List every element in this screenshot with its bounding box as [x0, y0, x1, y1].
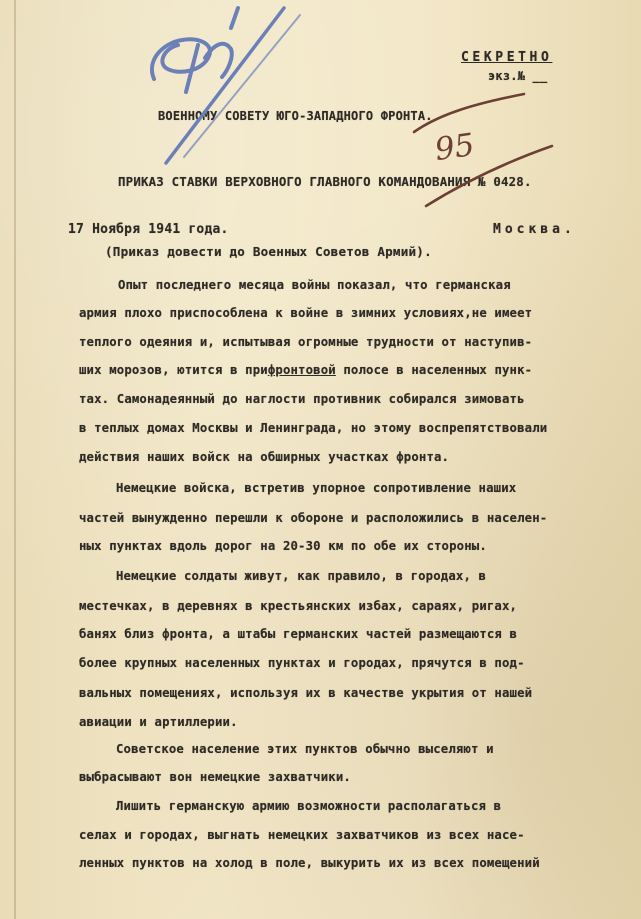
paragraph-1-line-4-underlined: фронтовой: [267, 363, 336, 377]
ink-signature-mark: [152, 8, 300, 163]
paragraph-2-line-1: Немецкие войска, встретив упорное сопротивление наших: [116, 481, 517, 495]
paragraph-3-line-5: вальных помещениях, используя их в качестве укрытия от нашей: [79, 686, 533, 700]
paragraph-1-line-3: теплого одеяния и, испытывая огромные трудности от наступив-: [79, 335, 533, 349]
paragraph-5-line-3: ленных пунктов на холод в поле, выкурить их из всех помещений: [79, 856, 540, 870]
copy-number: экз.№ __: [488, 69, 548, 83]
paragraph-1-line-4-end: полосе в населенных пунк-: [335, 363, 533, 377]
paragraph-5-line-2: селах и городах, выгнать немецких захватчиков из всех насе-: [79, 828, 525, 842]
paragraph-5-line-1: Лишить германскую армию возможности располагаться в: [116, 799, 502, 813]
paragraph-3-line-4: более крупных населенных пунктах и городах, прячутся в под-: [79, 656, 525, 670]
distribution-instruction: (Приказ довести до Военных Советов Армий).: [105, 244, 432, 259]
order-title: ПРИКАЗ СТАВКИ ВЕРХОВНОГО ГЛАВНОГО КОМАНДОВАНИЯ № 0428.: [118, 174, 532, 189]
paragraph-3-line-2: местечках, в деревнях в крестьянских избах, сараях, ригах,: [79, 599, 518, 613]
pencil-page-number-text: 95: [432, 126, 477, 169]
ink-signature-stroke-2: [205, 44, 232, 77]
ink-signature-stroke-1: [186, 45, 198, 92]
classification-stamp: СЕКРЕТНО: [461, 50, 553, 65]
paragraph-4-line-1: Советское население этих пунктов обычно выселяют и: [116, 742, 494, 756]
paragraph-4-line-2: выбрасывают вон немецкие захватчики.: [79, 770, 351, 784]
paragraph-1-line-1: Опыт последнего месяца войны показал, что германская: [118, 278, 511, 292]
paragraph-1-line-5: тах. Самонадеянный до наглости противник собирался зимовать: [79, 392, 525, 406]
paragraph-1-line-7: действия наших войск на обширных участках фронта.: [79, 450, 450, 464]
paragraph-2-line-2: частей вынужденно перешли к обороне и расположились в населен-: [79, 511, 548, 525]
paragraph-1-line-2: армия плохо приспособлена к войне в зимних условиях,не имеет: [79, 306, 533, 320]
paragraph-3-line-1: Немецкие солдаты живут, как правило, в городах, в: [116, 569, 487, 583]
paragraph-3-line-6: авиации и артиллерии.: [79, 715, 238, 729]
paragraph-3-line-3: банях близ фронта, а штабы германских частей размещаются в: [79, 627, 518, 641]
paragraph-1-line-4: [79, 364, 532, 376]
ink-long-diagonal-2: [184, 15, 300, 157]
paper-fold: [14, 0, 16, 919]
ink-long-diagonal-1: [166, 8, 284, 163]
addressee-line: ВОЕННОМУ СОВЕТУ ЮГО-ЗАПАДНОГО ФРОНТА.: [158, 109, 433, 123]
paragraph-2-line-3: ных пунктах вдоль дорог на 20-30 км по обе их стороны.: [79, 539, 487, 553]
ink-signature-stroke-3: [231, 8, 238, 28]
order-date: 17 Ноября 1941 года.: [68, 222, 229, 237]
pencil-page-number: [414, 94, 552, 206]
ink-signature-loop: [152, 39, 210, 79]
paragraph-1-line-6: в теплых домах Москвы и Ленинграда, но этому воспрепятствовали: [79, 421, 548, 435]
paragraph-1-line-4-start: ших морозов, ютится в при: [79, 363, 268, 377]
order-place: Москва.: [493, 222, 576, 237]
